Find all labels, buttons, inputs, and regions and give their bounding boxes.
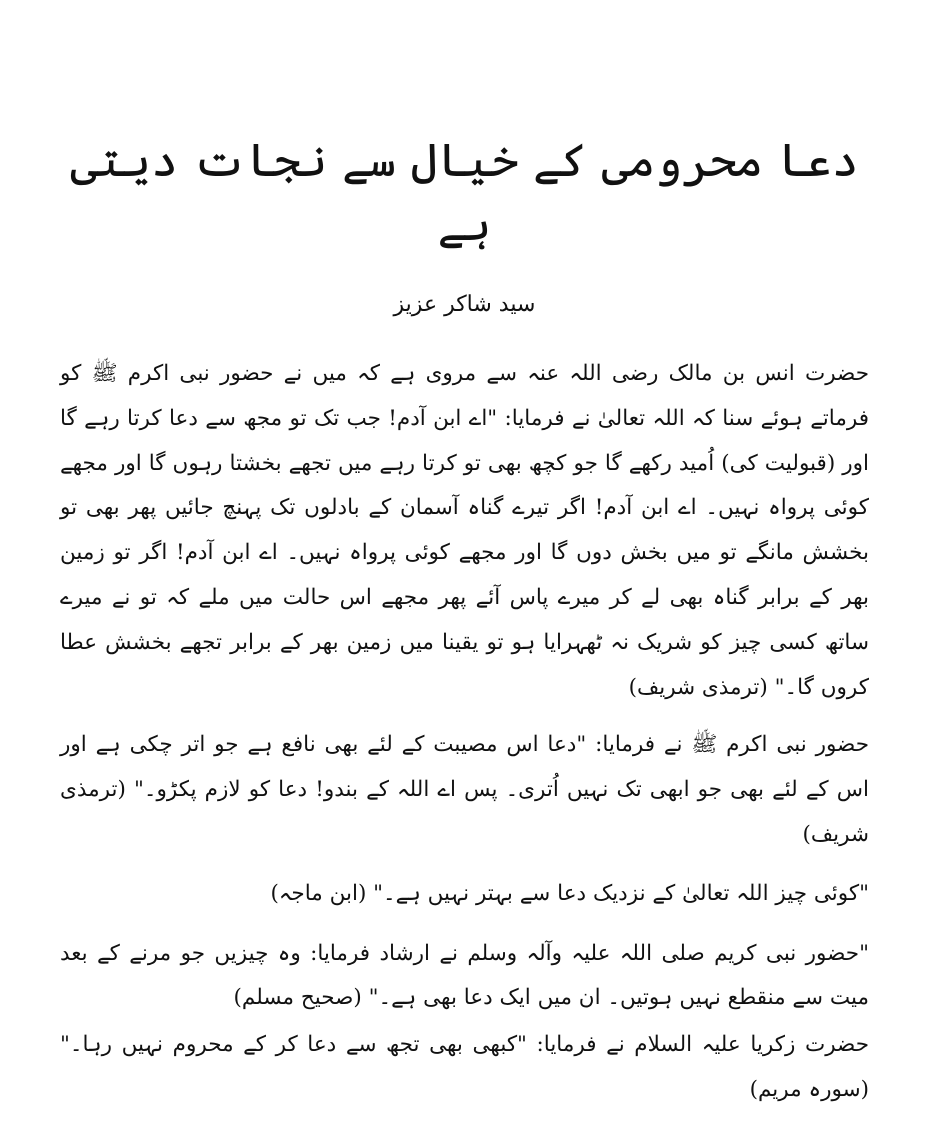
paragraph-hadith-tirmidhi: حضور نبی اکرم ﷺ نے فرمایا: "دعا اس مصیبت کے لئے بھی نافع ہے جو اتر چکی ہے اور اس کے لئے بھی جو ابھی تک نہیں اُتری۔ پس اے اللہ کے بندو! دعا کو لازم پکڑو۔" (ترمذی شریف) <box>60 732 869 847</box>
paragraph-hadith-anas: حضرت انس بن مالک رضی اللہ عنہ سے مروی ہے کہ میں نے حضور نبی اکرم ﷺ کو فرماتے ہوئے سنا کہ اللہ تعالیٰ نے فرمایا: "اے ابن آدم! جب تک تو مجھ سے دعا کرتا رہے گا اور (قبولیت کی) اُمید رکھے گا جو کچھ بھی تو کرتا رہے میں تجھے بخشتا رہوں گا اور مجھے کوئی پرواہ نہیں۔ اے ابن آدم! اگر تیرے گناہ آسمان کے بادلوں تک پہنچ جائیں پھر بھی تو بخشش مانگے تو میں بخش دوں گا اور مجھے کوئی پرواہ نہیں۔ اے ابن آدم! اگر تو زمین بھر کے برابر گناہ بھی لے کر میرے پاس آئے پھر مجھے اس حالت میں ملے کہ تو نے میرے ساتھ کسی چیز کو شریک نہ ٹھہرایا ہو تو یقینا میں زمین بھر کے برابر تجھے بخشش عطا کروں گا۔" (ترمذی شریف) <box>60 361 869 700</box>
paragraph-sahih-muslim: "حضور نبی کریم صلی اللہ علیہ وآلہ وسلم نے ارشاد فرمایا: وہ چیزیں جو مرنے کے بعد میت سے منقطع نہیں ہوتیں۔ ان میں ایک دعا بھی ہے۔" (صحیح مسلم) <box>60 940 869 1011</box>
paragraph-ibn-majah: "کوئی چیز اللہ تعالیٰ کے نزدیک دعا سے بہتر نہیں ہے۔" (ابن ماجہ) <box>270 880 869 906</box>
document-title: دعا محرومی کے خیال سے نجات دیتی ہے <box>70 133 859 251</box>
paragraph-surah-maryam: حضرت زکریا علیہ السلام نے فرمایا: "کبھی بھی تجھ سے دعا کر کے محروم نہیں رہا۔" (سورہ مریم) <box>60 1032 869 1102</box>
author-name: سید شاکر عزیز <box>393 292 536 317</box>
